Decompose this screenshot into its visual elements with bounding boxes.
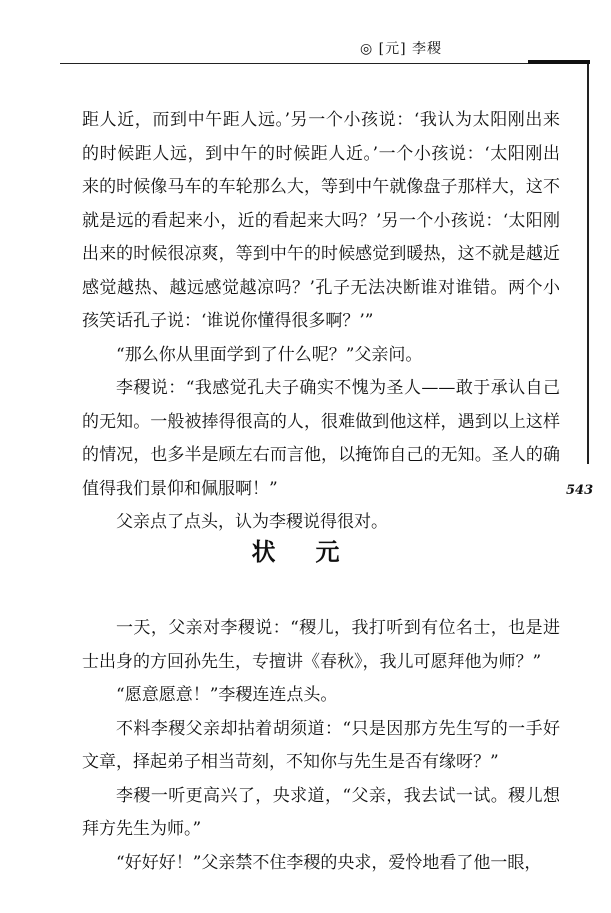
running-header: ◎ [元] 李稷 xyxy=(360,41,443,57)
paragraph: 父亲点了点头，认为李稷说得很对。 xyxy=(116,512,388,532)
paragraph: “好好好！”父亲禁不住李稷的央求，爱怜地看了他一眼， xyxy=(116,852,542,873)
section-1-text xyxy=(82,104,560,540)
chapter-title: 状元 xyxy=(251,538,380,566)
header-rule xyxy=(60,63,530,64)
paragraph: 一天，父亲对李稷说：“稷儿，我打听到有位名士，也是进士出身的方回孙先生，专擅讲《春秋》，我儿可愿拜他为师？” xyxy=(82,618,560,672)
page-number: 543 xyxy=(566,483,594,498)
paragraph: 李稷一听更高兴了，央求道，“父亲，我去试一试。稷儿想拜方先生为师。” xyxy=(82,785,560,839)
paragraph: 李稷说：“我感觉孔夫子确实不愧为圣人——敢于承认自己的无知。一般被捧得很高的人，很难做到他这样，遇到以上这样的情况，也多半是顾左右而言他，以掩饰自己的无知。圣人的确值得我们景仰和佩服啊！” xyxy=(82,378,560,499)
paragraph: 不料李稷父亲却拈着胡须道：“只是因那方先生写的一手好文章，择起弟子相当苛刻，不知你与先生是否有缘呀？” xyxy=(82,718,560,772)
section-2-text xyxy=(82,612,560,880)
paragraph: 距人近，而到中午距人远。’另一个小孩说：‘我认为太阳刚出来的时候距人远，到中午的时候距人近。’一个小孩说：‘太阳刚出来的时候像马车的车轮那么大，等到中午就像盘子那样大，这不就是远的看起来小，近的看起来大吗？’另一个小孩说：‘太阳刚出来的时候很凉爽，等到中午的时候感觉到暖热，这不就是越近感觉越热、越远感觉越凉吗？’孔子无法决断谁对谁错。两个小孩笑话孔子说：‘谁说你懂得很多啊？’” xyxy=(82,110,560,331)
paragraph: “愿意愿意！”李稷连连点头。 xyxy=(116,685,338,705)
paragraph: “那么你从里面学到了什么呢？”父亲问。 xyxy=(116,344,423,365)
header-bar xyxy=(528,60,590,64)
margin-line xyxy=(587,64,589,464)
